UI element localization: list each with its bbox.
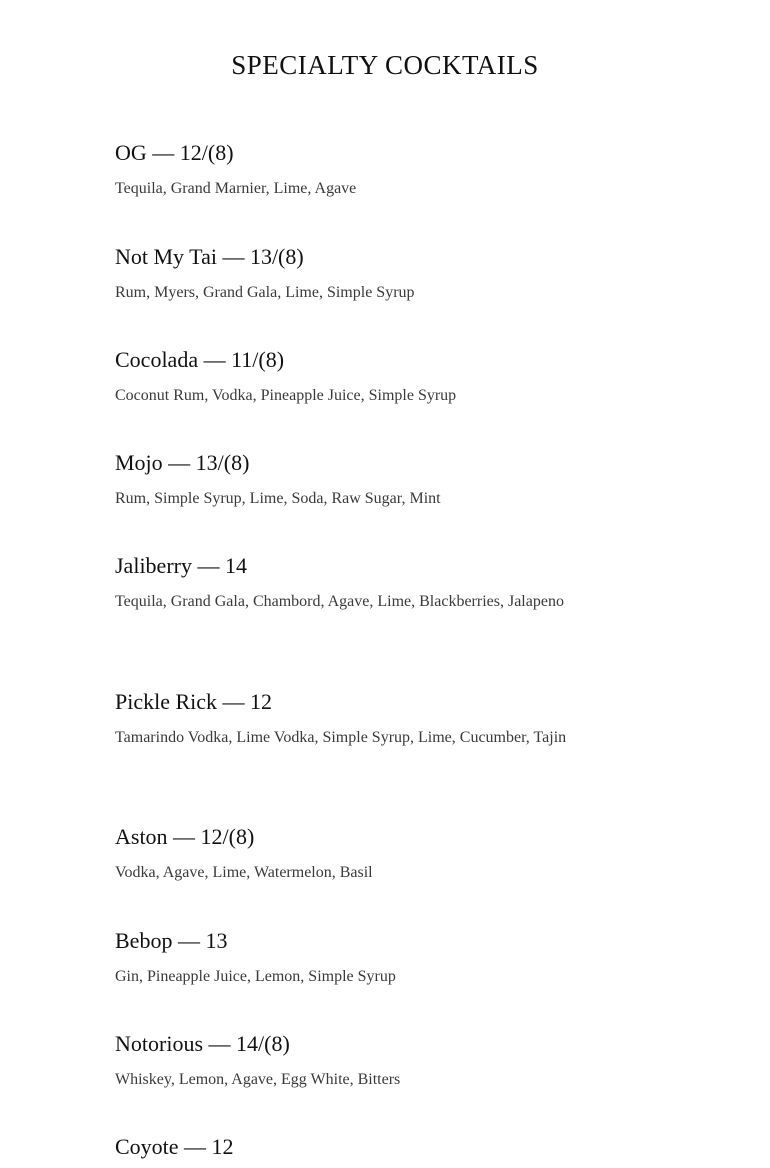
item-name: Aston — 12/(8) xyxy=(115,824,255,849)
item-name: Pickle Rick — 12 xyxy=(115,689,273,714)
menu-item-notorious xyxy=(115,1030,585,1096)
item-ingredients: Rum, Simple Syrup, Lime, Soda, Raw Sugar, Mint xyxy=(115,490,441,507)
item-ingredients: Gin, Pineapple Juice, Lemon, Simple Syrup xyxy=(115,968,396,985)
item-ingredients: Rum, Myers, Grand Gala, Lime, Simple Syrup xyxy=(115,284,415,301)
menu-item-og xyxy=(115,139,585,205)
item-ingredients: Tequila, Grand Gala, Chambord, Agave, Lime, Blackberries, Jalapeno xyxy=(115,593,564,610)
item-name: Cocolada — 11/(8) xyxy=(115,347,285,372)
item-name: Bebop — 13 xyxy=(115,928,228,953)
item-name: Coyote — 12 xyxy=(115,1134,234,1159)
menu-title: SPECIALTY COCKTAILS xyxy=(231,50,539,80)
menu-item-jaliberry xyxy=(115,552,585,618)
item-name: OG — 12/(8) xyxy=(115,140,234,165)
item-ingredients: Tamarindo Vodka, Lime Vodka, Simple Syrup, Lime, Cucumber, Tajin xyxy=(115,729,567,746)
item-ingredients: Whiskey, Lemon, Agave, Egg White, Bitters xyxy=(115,1071,401,1088)
item-name: Not My Tai — 13/(8) xyxy=(115,244,304,269)
menu-item-cocolada xyxy=(115,346,585,412)
menu-item-bebop xyxy=(115,927,585,993)
menu-item-aston xyxy=(115,823,585,889)
menu-item-coyote xyxy=(115,1133,585,1161)
item-name: Jaliberry — 14 xyxy=(115,553,247,578)
menu-item-pickle-rick xyxy=(115,688,585,754)
item-ingredients: Tequila, Grand Marnier, Lime, Agave xyxy=(115,180,357,197)
menu-item-not-my-tai xyxy=(115,243,585,309)
item-name: Notorious — 14/(8) xyxy=(115,1031,290,1056)
menu-item-mojo xyxy=(115,449,585,515)
item-ingredients: Vodka, Agave, Lime, Watermelon, Basil xyxy=(115,864,373,881)
item-name: Mojo — 13/(8) xyxy=(115,450,250,475)
item-ingredients: Coconut Rum, Vodka, Pineapple Juice, Simple Syrup xyxy=(115,387,457,404)
